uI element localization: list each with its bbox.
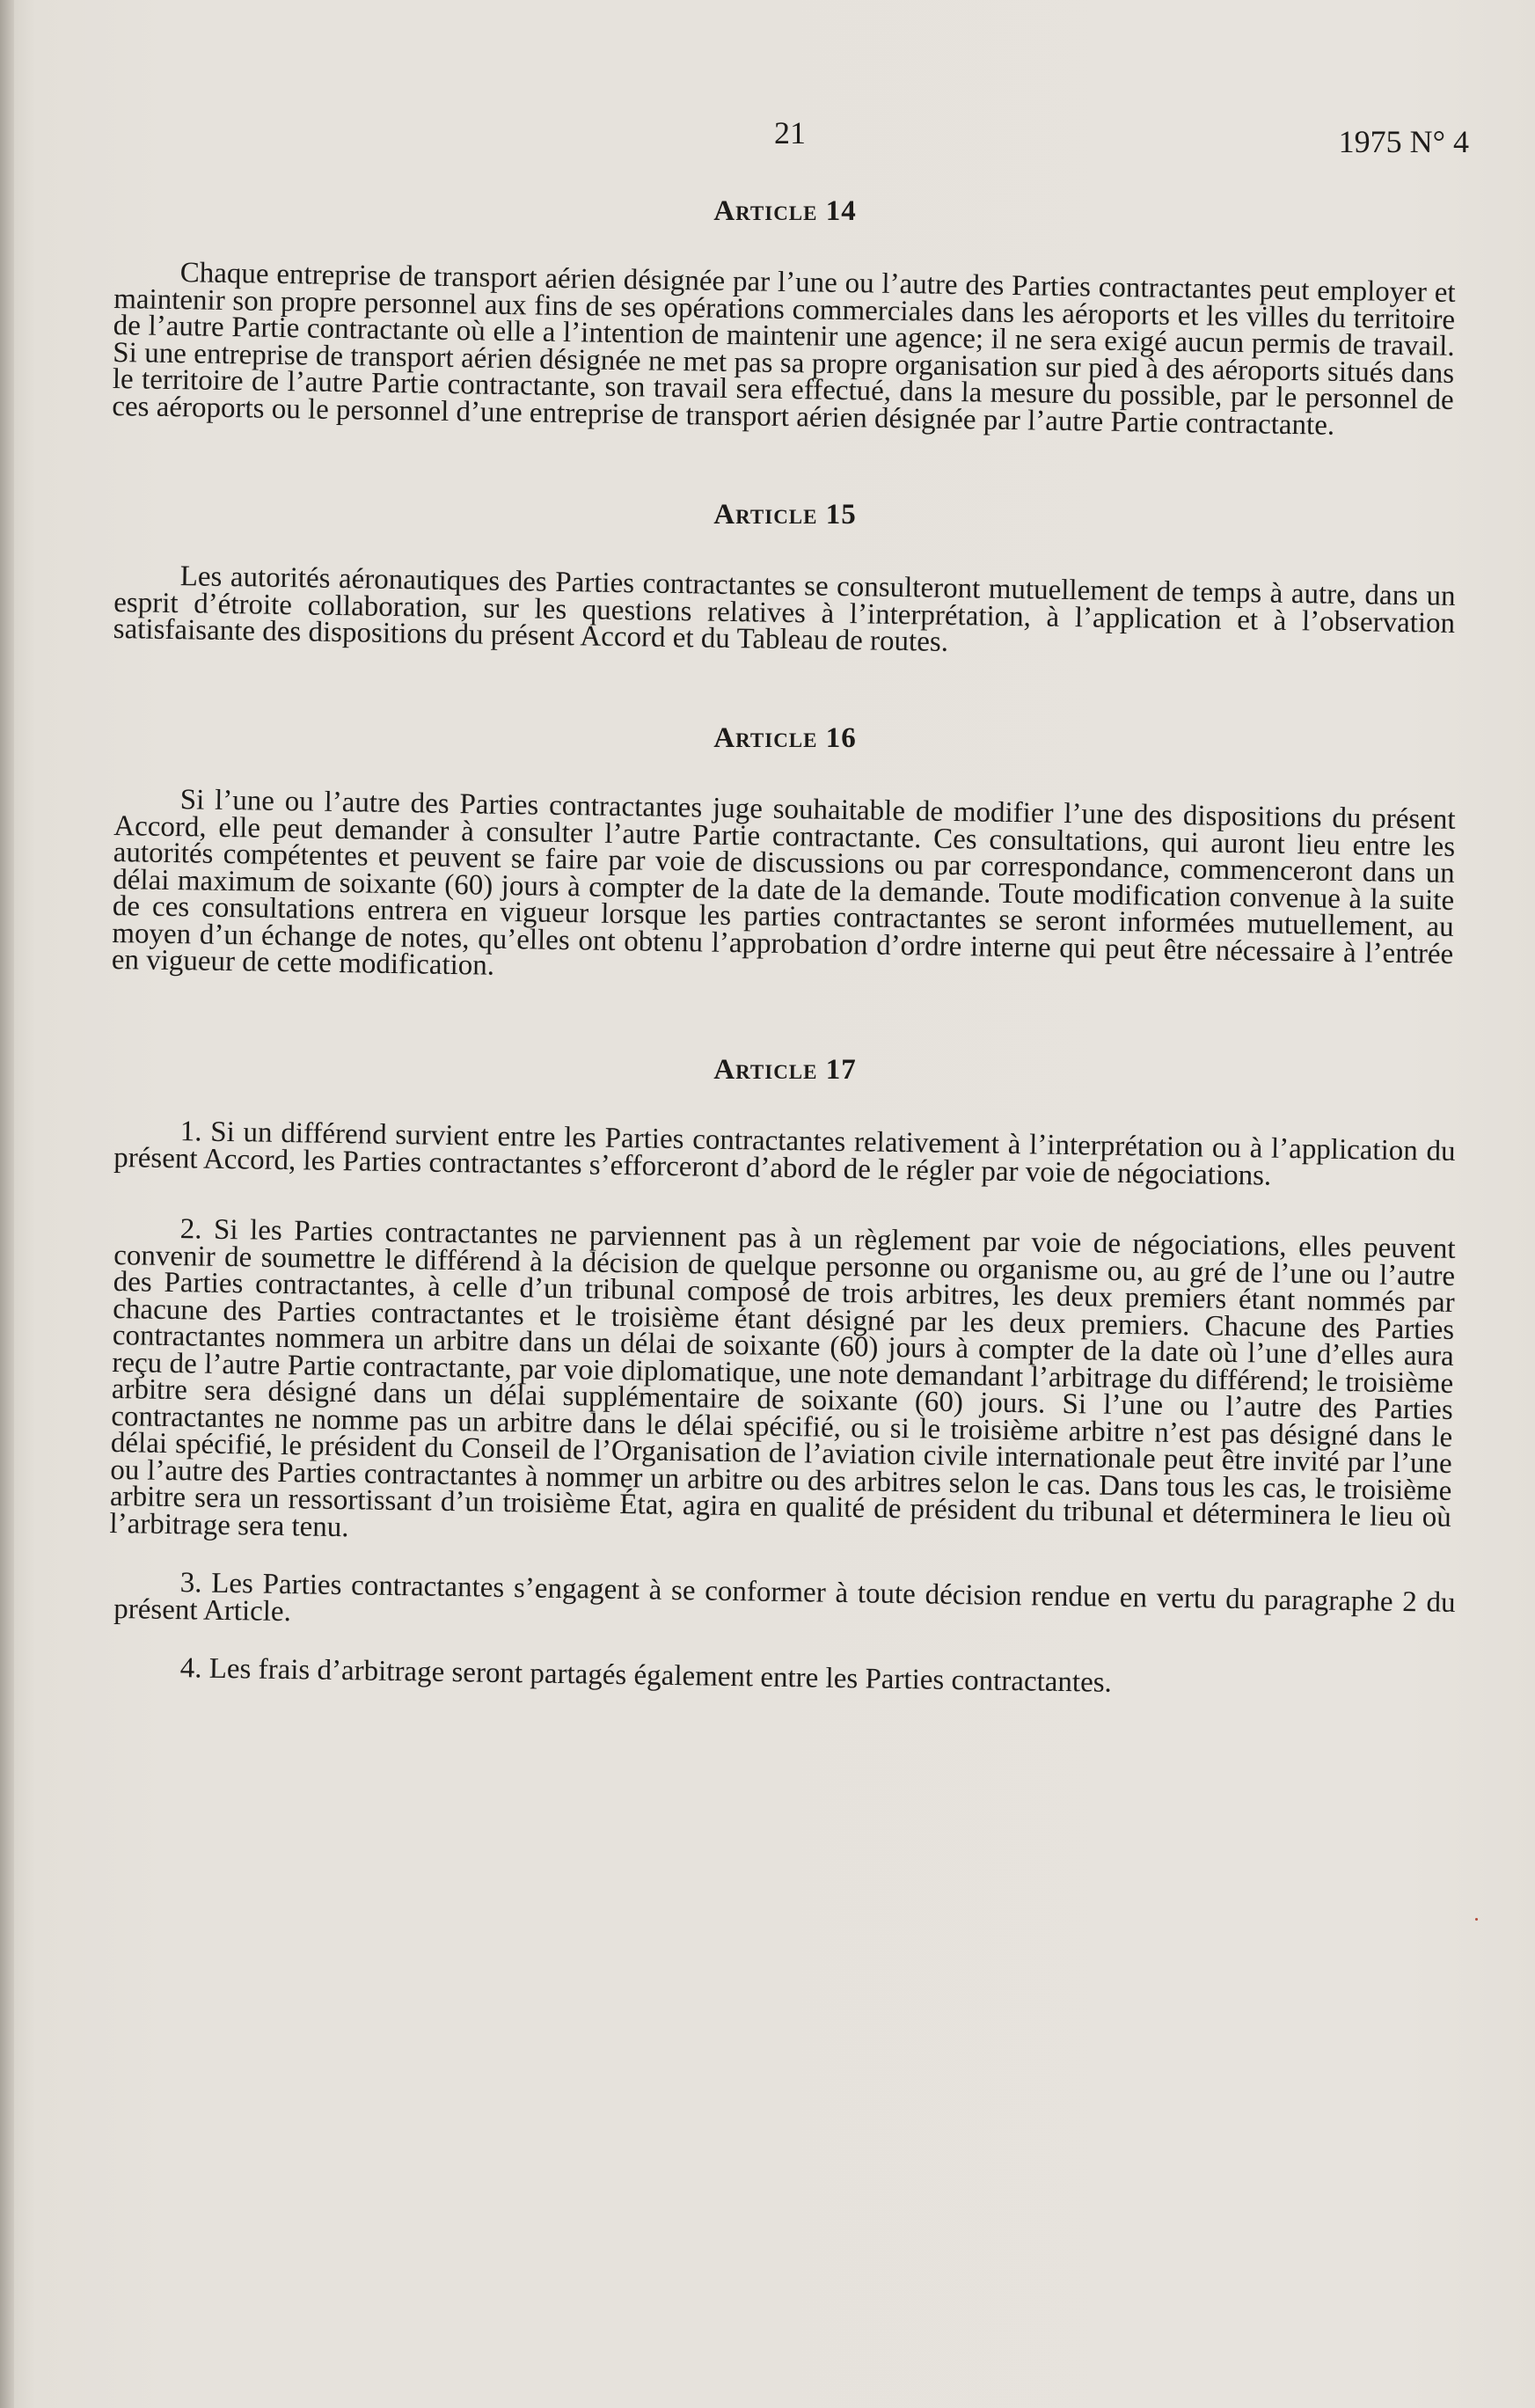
article-15 <box>113 497 1456 658</box>
page-header <box>0 114 1535 167</box>
document-reference: 1975 N° 4 <box>1338 124 1469 159</box>
article-14 <box>112 194 1456 442</box>
article-paragraph: Les autorités aéronautiques des Parties contractantes se consulteront mutuellement de temps à autre, dans un esprit d’étroite collaboration, sur les questions relatives à l’interprétation, à l’application et à l’observation satisfaisante des dispositions du présent Accord et du Tableau de routes. <box>113 560 1456 658</box>
page-body <box>109 194 1456 1759</box>
article-paragraph-3: 3. Les Parties contractantes s’engagent à se conformer à toute décision rendue en vertu du paragraphe 2 du présent Article. <box>113 1567 1456 1628</box>
margin-speck <box>1475 1918 1478 1921</box>
article-title: Article 15 <box>713 499 857 531</box>
page-number: 21 <box>774 115 806 150</box>
article-paragraph-2: 2. Si les Parties contractantes ne parviennent pas à un règlement par voie de négociations, elles peuvent convenir de soumettre le différend à la décision de quelque personne ou organisme ou, au gré de l’une ou l’autre des Parties contractantes, à celle d’un tribunal composé de trois arbitres, les deux premiers étant nommés par chacune des Parties contractantes et le troisième étant désigné par les deux premiers. Chacune des Parties contractantes nommera un arbitre dans un délai de soixante (60) jours à compter de la date où l’une d’elles aura reçu de l’autre Partie contractante, par voie diplomatique, une note demandant l’arbitrage du différend; le troisième arbitre sera désigné dans un délai supplémentaire de soixante (60) jours. Si l’une ou l’autre des Parties contractantes ne nomme pas un arbitre dans le délai spécifié, ou si le troisième arbitre n’est pas désigné dans le délai spécifié, le président du Conseil de l’Organisation de l’aviation civile internationale peut être invité par l’une ou l’autre des Parties contractantes à nommer un arbitre ou des arbitres selon le cas. Dans tous les cas, le troisième arbitre sera un ressortissant d’un troisième État, agira en qualité de président du tribunal et déterminera le lieu où l’arbitrage sera tenu. <box>109 1213 1456 1543</box>
article-title: Article 14 <box>713 195 857 227</box>
article-paragraph-1: 1. Si un différend survient entre les Parties contractantes relativement à l’interprétation ou à l’application du présent Accord, les Parties contractantes s’efforceront d’abord de le régler par voie de négociations. <box>113 1116 1456 1192</box>
article-16 <box>111 721 1456 982</box>
article-title: Article 16 <box>713 721 857 754</box>
article-paragraph: Si l’une ou l’autre des Parties contractantes juge souhaitable de modifier l’une des dispositions du présent Accord, elle peut demander à consulter l’autre Partie contractante. Ces consultations, qui auront lieu entre les autorités compétentes et peuvent se faire par voie de discussions ou par correspondance, commenceront dans un délai maximum de soixante (60) jours à compter de la date de la demande. Toute modification convenue à la suite de ces consultations entrera en vigueur lorsque les parties contractantes se seront informées mutuellement, au moyen d’un échange de notes, qu’elles ont obtenu l’approbation d’ordre interne qui peut être nécessaire à l’entrée en vigueur de cette modification. <box>111 783 1456 982</box>
article-17 <box>109 1052 1456 1699</box>
page-binding-edge <box>0 0 14 2408</box>
article-paragraph: Chaque entreprise de transport aérien désignée par l’une ou l’autre des Parties contractantes peut employer et maintenir son propre personnel aux fins de ses opérations commerciales dans les aéroports et les villes du territoire de l’autre Partie contractante où elle a l’intention de maintenir une agence; il ne sera exigé aucun permis de travail. Si une entreprise de transport aérien désignée ne met pas sa propre organisation sur pied à des aéroports situés dans le territoire de l’autre Partie contractante, son travail sera effectué, dans la mesure du possible, par le personnel de ces aéroports ou le personnel d’une entreprise de transport aérien désignée par l’autre Partie contractante. <box>112 257 1456 442</box>
article-paragraph-4: 4. Les frais d’arbitrage seront partagés également entre les Parties contractantes. <box>179 1652 1113 1699</box>
article-title: Article 17 <box>713 1054 857 1086</box>
